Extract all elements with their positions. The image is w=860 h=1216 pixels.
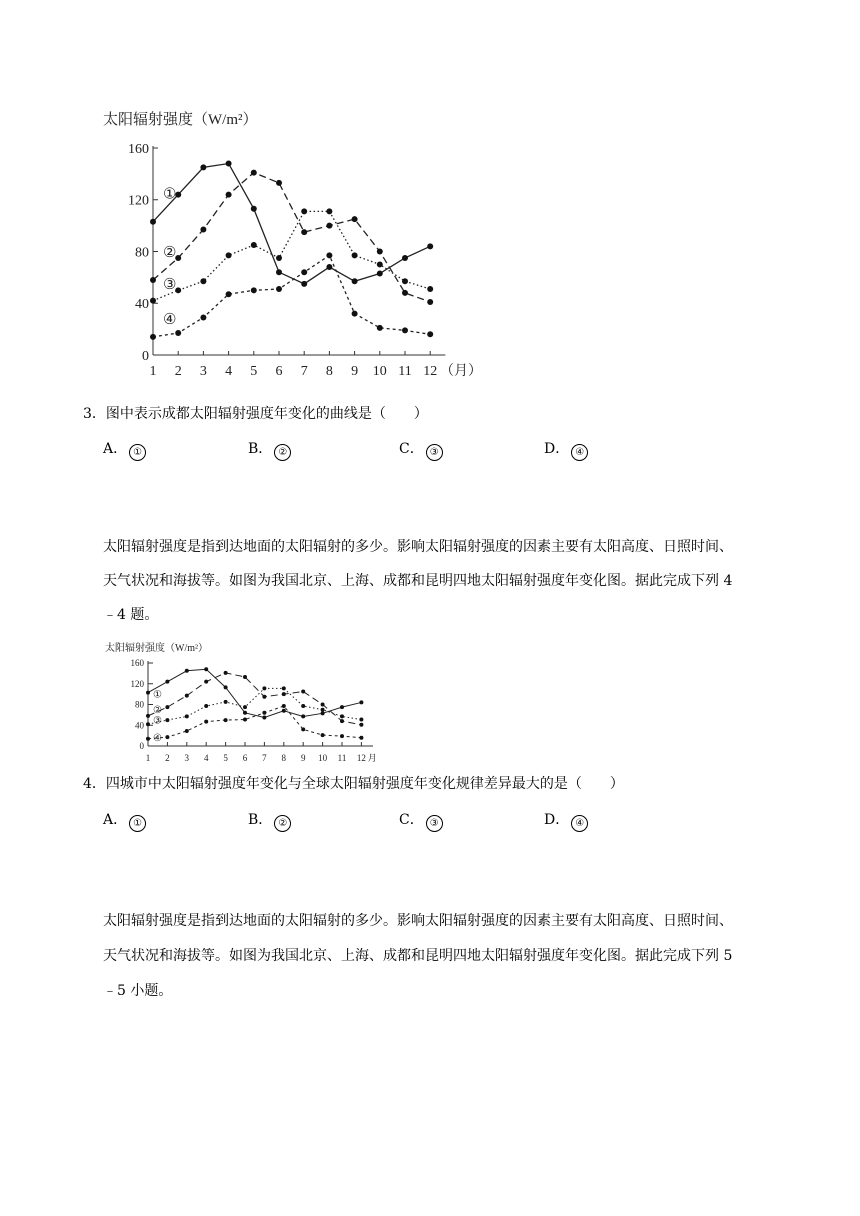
y-tick-label: 0: [142, 348, 149, 364]
data-point: [224, 685, 228, 689]
option-letter: D．: [544, 441, 570, 457]
data-point: [150, 298, 156, 304]
data-point: [146, 722, 150, 726]
data-point: [204, 704, 208, 708]
data-point: [243, 675, 247, 679]
option-letter: A．: [103, 441, 128, 457]
data-point: [340, 714, 344, 718]
paragraph-line: ﹣4 题。: [103, 607, 159, 623]
x-tick-label: 8: [325, 364, 333, 379]
option-letter: D．: [544, 812, 570, 828]
data-point: [276, 255, 282, 261]
series-label: ④: [153, 733, 162, 745]
y-tick-label: 40: [135, 297, 149, 313]
option-c[interactable]: [399, 809, 443, 832]
option-b[interactable]: [248, 809, 291, 832]
data-point: [326, 208, 332, 214]
series-line-1: [148, 669, 361, 717]
option-letter: C．: [399, 812, 424, 828]
data-point: [262, 711, 266, 715]
data-point: [165, 705, 169, 709]
series-label: ③: [163, 277, 177, 294]
paragraph-line: 太阳辐射强度是指到达地面的太阳辐射的多少。影响太阳辐射强度的因素主要有太阳高度、日照时间、: [103, 539, 733, 555]
option-b[interactable]: [248, 438, 291, 461]
data-point: [326, 252, 332, 258]
x-tick-label: 11: [337, 753, 347, 763]
data-point: [204, 680, 208, 684]
data-point: [146, 737, 150, 741]
option-letter: B．: [248, 812, 273, 828]
data-point: [150, 334, 156, 340]
y-tick-label: 40: [135, 720, 144, 731]
x-tick-label: 2: [174, 364, 182, 379]
data-point: [226, 252, 232, 258]
data-point: [282, 709, 286, 713]
data-point: [226, 291, 232, 297]
x-tick-label: 8: [281, 753, 287, 763]
data-point: [146, 714, 150, 718]
x-tick-label: 7: [262, 753, 267, 763]
data-point: [165, 735, 169, 739]
x-tick-label: 5: [223, 753, 228, 763]
data-point: [200, 227, 206, 233]
data-point: [321, 708, 325, 712]
data-point: [301, 690, 305, 694]
question-4: 4．四城市中太阳辐射强度年变化与全球太阳辐射强度年变化规律差异最大的是（ ）: [83, 776, 624, 792]
data-point: [224, 718, 228, 722]
data-point: [276, 286, 282, 292]
x-tick-label: 3: [184, 753, 190, 763]
data-point: [402, 290, 408, 296]
x-tick-label: 12: [356, 753, 366, 763]
x-tick-label: 3: [199, 364, 207, 379]
data-point: [165, 680, 169, 684]
option-d[interactable]: [544, 809, 588, 832]
option-mark: ③: [426, 444, 443, 461]
data-point: [150, 277, 156, 283]
data-point: [301, 704, 305, 708]
data-point: [321, 733, 325, 737]
data-point: [301, 714, 305, 718]
data-point: [377, 270, 383, 276]
data-point: [224, 671, 228, 675]
data-point: [340, 705, 344, 709]
chart-svg: [103, 639, 403, 763]
x-tick-label: 9: [351, 364, 359, 379]
x-tick-label: 7: [300, 364, 308, 379]
data-point: [301, 208, 307, 214]
data-point: [243, 718, 247, 722]
option-mark: ①: [129, 444, 146, 461]
data-point: [224, 700, 228, 704]
paragraph-line: ﹣5 小题。: [103, 983, 173, 999]
data-point: [377, 261, 383, 267]
option-c[interactable]: [399, 438, 443, 461]
option-mark: ②: [274, 444, 291, 461]
x-tick-label: 1: [149, 364, 157, 379]
data-point: [359, 736, 363, 740]
paragraph-line: 天气状况和海拔等。如图为我国北京、上海、成都和昆明四地太阳辐射强度年变化图。据此完成下列 5: [103, 948, 733, 964]
y-tick-label: 160: [128, 141, 149, 157]
data-point: [146, 691, 150, 695]
series-line-3: [148, 688, 361, 724]
data-point: [352, 252, 358, 258]
data-point: [402, 327, 408, 333]
series-label: ①: [163, 186, 177, 203]
data-point: [276, 180, 282, 186]
data-point: [402, 255, 408, 261]
data-point: [321, 711, 325, 715]
y-tick-label: 80: [135, 245, 149, 261]
data-point: [251, 170, 257, 176]
data-point: [301, 281, 307, 287]
data-point: [301, 269, 307, 275]
y-tick-label: 0: [139, 741, 144, 752]
data-point: [377, 249, 383, 255]
data-point: [243, 711, 247, 715]
data-point: [226, 161, 232, 167]
data-point: [326, 264, 332, 270]
paragraph-line: 太阳辐射强度是指到达地面的太阳辐射的多少。影响太阳辐射强度的因素主要有太阳高度、日照时间、: [103, 913, 733, 929]
data-point: [175, 330, 181, 336]
x-unit-label: （月）: [440, 364, 482, 379]
series-label: ②: [163, 244, 177, 261]
x-tick-label: 11: [398, 364, 412, 379]
solar-radiation-chart-large: [95, 105, 505, 390]
data-point: [321, 703, 325, 707]
x-tick-label: 6: [242, 753, 248, 763]
x-tick-label: 10: [372, 364, 387, 379]
data-point: [301, 727, 305, 731]
x-tick-label: 9: [300, 753, 306, 763]
data-point: [352, 278, 358, 284]
data-point: [200, 278, 206, 284]
solar-radiation-chart-small: [103, 639, 403, 763]
data-point: [282, 704, 286, 708]
series-label: ②: [153, 705, 162, 717]
y-tick-label: 120: [130, 678, 144, 689]
series-label: ④: [163, 312, 177, 329]
y-tick-label: 80: [135, 699, 144, 710]
option-mark: ①: [129, 815, 146, 832]
data-point: [165, 718, 169, 722]
data-point: [301, 229, 307, 235]
data-point: [150, 219, 156, 225]
data-point: [200, 164, 206, 170]
data-point: [276, 269, 282, 275]
data-point: [251, 206, 257, 212]
x-tick-label: 5: [250, 364, 258, 379]
data-point: [282, 692, 286, 696]
x-tick-label: 10: [318, 753, 328, 763]
chart-title: 太阳辐射强度（W/m²）: [103, 112, 258, 128]
option-mark: ②: [274, 815, 291, 832]
data-point: [200, 314, 206, 320]
data-point: [427, 243, 433, 249]
series-line-2: [148, 673, 361, 725]
data-point: [427, 299, 433, 305]
data-point: [226, 192, 232, 198]
option-letter: A．: [103, 812, 128, 828]
option-letter: C．: [399, 441, 424, 457]
data-point: [185, 694, 189, 698]
data-point: [282, 686, 286, 690]
data-point: [251, 287, 257, 293]
question-4-options: [103, 809, 703, 827]
option-mark: ④: [571, 815, 588, 832]
paragraph-line: 天气状况和海拔等。如图为我国北京、上海、成都和昆明四地太阳辐射强度年变化图。据此完成下列 4: [103, 573, 733, 589]
option-d[interactable]: [544, 438, 588, 461]
data-point: [359, 723, 363, 727]
data-point: [340, 734, 344, 738]
data-point: [352, 311, 358, 317]
data-point: [427, 331, 433, 337]
y-tick-label: 160: [130, 658, 144, 669]
question-3: 3．图中表示成都太阳辐射强度年变化的曲线是（ ）: [83, 406, 428, 422]
data-point: [204, 667, 208, 671]
y-tick-label: 120: [128, 193, 149, 209]
data-point: [427, 286, 433, 292]
data-point: [352, 216, 358, 222]
data-point: [204, 720, 208, 724]
option-letter: B．: [248, 441, 273, 457]
data-point: [326, 223, 332, 229]
data-point: [359, 700, 363, 704]
data-point: [402, 278, 408, 284]
data-point: [377, 325, 383, 331]
data-point: [185, 729, 189, 733]
data-point: [251, 242, 257, 248]
x-tick-label: 1: [145, 753, 151, 763]
series-line-3: [153, 211, 430, 300]
x-tick-label: 4: [203, 753, 209, 763]
x-tick-label: 4: [225, 364, 233, 379]
data-point: [262, 715, 266, 719]
series-label: ③: [153, 715, 162, 727]
option-a[interactable]: [103, 809, 146, 832]
data-point: [262, 695, 266, 699]
question-3-options: [103, 438, 703, 456]
x-tick-label: 12: [423, 364, 438, 379]
data-point: [262, 686, 266, 690]
x-tick-label: 2: [165, 753, 170, 763]
x-unit-label: 月: [367, 753, 377, 763]
data-point: [243, 705, 247, 709]
option-a[interactable]: [103, 438, 146, 461]
data-point: [185, 669, 189, 673]
data-point: [359, 718, 363, 722]
data-point: [185, 714, 189, 718]
series-line-1: [153, 164, 430, 284]
data-point: [340, 719, 344, 723]
chart-svg: [95, 105, 505, 390]
series-line-2: [153, 173, 430, 302]
x-tick-label: 6: [275, 364, 283, 379]
series-label: ①: [153, 689, 162, 701]
option-mark: ④: [571, 444, 588, 461]
chart-title: 太阳辐射强度（W/m²）: [105, 643, 208, 654]
option-mark: ③: [426, 815, 443, 832]
